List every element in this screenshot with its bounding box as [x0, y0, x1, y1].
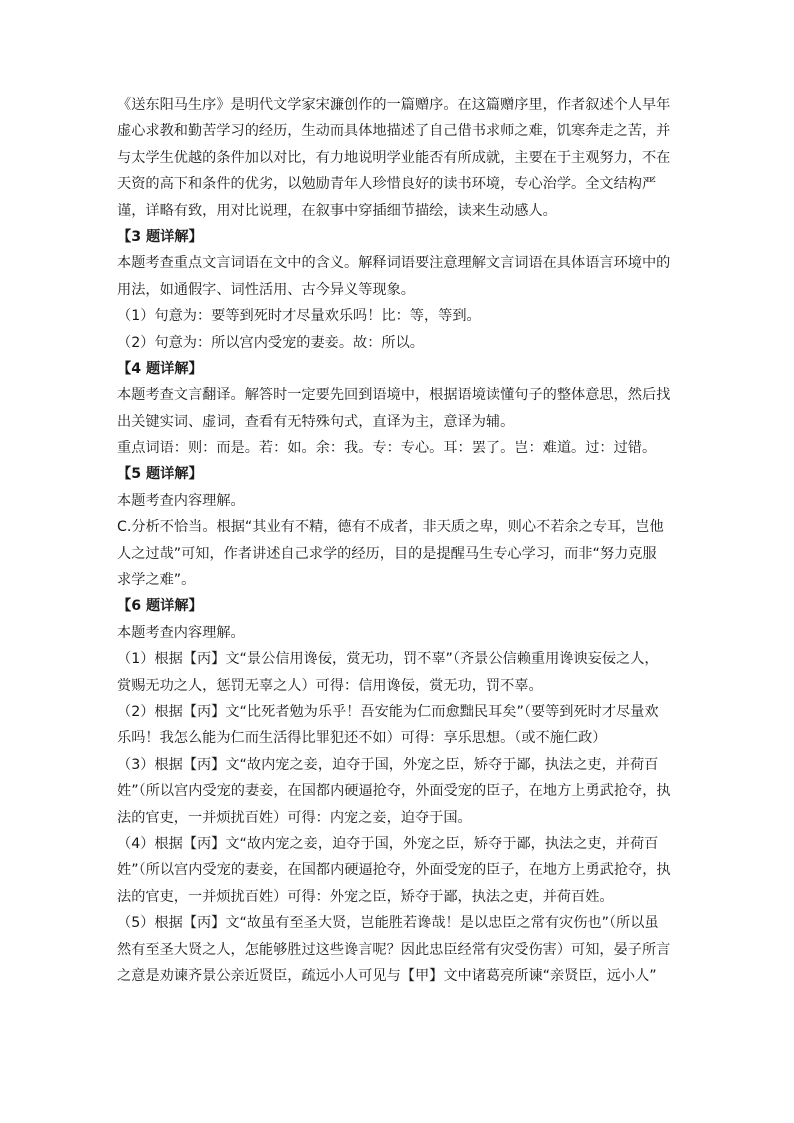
paragraph-line: 然有至圣大贤之人，怎能够胜过这些谗言呢？因此忠臣经常有灾受伤害）可知，晏子所言 — [117, 941, 671, 958]
paragraph-line: 天资的高下和条件的优劣，以勉励青年人珍惜良好的读书环境，专心治学。全文结构严 — [117, 176, 657, 193]
paragraph-line: 之意是劝谏齐景公亲近贤臣，疏远小人可见与【甲】文中诸葛亮所谏“亲贤臣，远小人” — [117, 967, 657, 984]
paragraph-line: 乐吗！我怎么能为仁而生活得比罪犯还不如）可得：享乐思想。（或不施仁政） — [117, 730, 607, 747]
section-heading: 【4 题详解】 — [117, 360, 203, 377]
paragraph-line: 法的官吏，一并烦扰百姓）可得：外宠之臣，矫夺于鄙，执法之吏，并荷百姓。 — [117, 888, 614, 905]
paragraph-line: （5）根据【丙】文“故虽有至圣大贤，岂能胜若谗哉！是以忠臣之常有灾伤也”（所以虽 — [117, 915, 659, 932]
paragraph-line: （1）根据【丙】文“景公信用谗佞，赏无功，罚不辜”（齐景公信赖重用谗谀妄佞之人， — [117, 651, 659, 668]
paragraph-line: （3）根据【丙】文“故内宠之妾，迫夺于国，外宠之臣，矫夺于鄙，执法之吏，并荷百 — [117, 756, 659, 773]
paragraph-line: 本题考查文言翻译。解答时一定要先回到语境中，根据语境读懂句子的整体意思，然后找 — [117, 387, 671, 404]
paragraph-line: （4）根据【丙】文“故内宠之妾，迫夺于国，外宠之臣，矫夺于鄙，执法之吏，并荷百 — [117, 835, 659, 852]
paragraph-line: C.分析不恰当。根据“其业有不精，德有不成者，非天质之卑，则心不若余之专耳，岂他 — [117, 519, 664, 536]
paragraph-line: 姓”（所以宫内受宠的妻妾，在国都内硬逼抢夺，外面受宠的臣子，在地方上勇武抢夺，执 — [117, 783, 671, 800]
paragraph-line: 姓”（所以宫内受宠的妻妾，在国都内硬逼抢夺，外面受宠的臣子，在地方上勇武抢夺，执 — [117, 862, 671, 879]
paragraph-line: 本题考查内容理解。 — [117, 624, 245, 641]
section-heading: 【6 题详解】 — [117, 598, 203, 615]
paragraph-line: 人之过哉”可知，作者讲述自己求学的经历，目的是提醒马生专心学习，而非“努力克服 — [117, 545, 657, 562]
paragraph-line: 求学之难”。 — [117, 572, 196, 589]
paragraph-line: 《送东阳马生序》是明代文学家宋濂创作的一篇赠序。在这篇赠序里，作者叙述个人早年 — [117, 97, 671, 113]
document-page — [117, 92, 679, 989]
paragraph-line: （2）句意为：所以宫内受宠的妻妾。故：所以。 — [117, 334, 424, 351]
paragraph-line: 本题考查重点文言词语在文中的含义。解释词语要注意理解文言词语在具体语言环境中的 — [117, 255, 671, 272]
paragraph-line: 虚心求教和勤苦学习的经历，生动而具体地描述了自己借书求师之难，饥寒奔走之苦，并 — [117, 123, 671, 140]
paragraph-line: 本题考查内容理解。 — [117, 492, 245, 509]
paragraph-line: 谨，详略有致，用对比说理，在叙事中穿插细节描绘，读来生动感人。 — [117, 202, 557, 219]
paragraph-line: 与太学生优越的条件加以对比，有力地说明学业能否有所成就，主要在于主观努力，不在 — [117, 149, 671, 166]
paragraph-line: （2）根据【丙】文“比死者勉为乐乎！吾安能为仁而愈黜民耳矣”（要等到死时才尽量欢 — [117, 703, 659, 720]
paragraph-line: 出关键实词、虚词，查看有无特殊句式，直译为主，意译为辅。 — [117, 413, 515, 430]
section-heading: 【5 题详解】 — [117, 466, 203, 483]
paragraph-line: （1）句意为：要等到死时才尽量欢乐吗！比：等，等到。 — [117, 308, 481, 325]
paragraph-line: 赏赐无功之人，惩罚无辜之人）可得：信用谗佞，赏无功，罚不辜。 — [117, 677, 543, 694]
section-heading: 【3 题详解】 — [117, 228, 203, 245]
paragraph-line: 重点词语：则：而是。若：如。余：我。专：专心。耳：罢了。岂：难道。过：过错。 — [117, 440, 657, 457]
paragraph-line: 用法，如通假字、词性活用、古今异义等现象。 — [117, 281, 415, 298]
paragraph-line: 法的官吏，一并烦扰百姓）可得：内宠之妾，迫夺于国。 — [117, 809, 472, 826]
